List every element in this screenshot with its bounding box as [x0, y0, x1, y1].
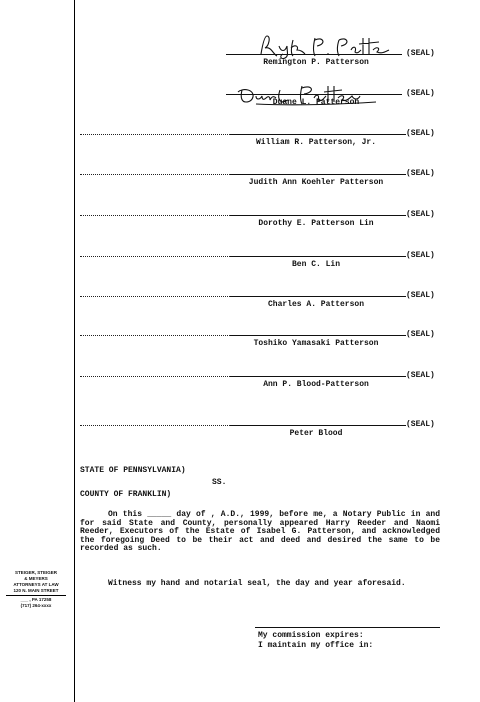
dotted-leader — [80, 335, 230, 336]
signatory-name: Remington P. Patterson — [263, 58, 369, 67]
signature-line — [230, 256, 406, 257]
seal-label: (SEAL) — [406, 89, 435, 98]
dotted-leader — [80, 215, 230, 216]
signature-line — [230, 215, 406, 216]
seal-label: (SEAL) — [406, 210, 435, 219]
signatory-name: Toshiko Yamasaki Patterson — [253, 339, 379, 348]
firm-street: 120 N. MAIN STREET — [13, 588, 59, 593]
firm-name-2: & MEYERS — [24, 576, 48, 581]
commission-expires: My commission expires: — [258, 631, 364, 640]
seal-label: (SEAL) — [406, 330, 435, 339]
firm-rule — [6, 595, 66, 596]
signature-line — [230, 296, 406, 297]
dotted-leader — [80, 296, 230, 297]
signatory-name: Charles A. Patterson — [267, 300, 364, 309]
dotted-leader — [80, 425, 230, 426]
firm-attorneys: ATTORNEYS AT LAW — [13, 582, 59, 587]
seal-label: (SEAL) — [406, 251, 435, 260]
witness-paragraph: Witness my hand and notarial seal, the day and year aforesaid. — [108, 579, 406, 588]
signatory-name: Dorothy E. Patterson Lin — [258, 219, 374, 228]
signatory-name: Duane L. Patterson — [272, 98, 360, 107]
jurat-paragraph: On this _____ day of , A.D., 1999, before me, a Notary Public in and for said State and County, personally appeared Harry Reeder and Naomi Reeder, Executors of the Estate of Isabel G. Patterson, and acknowledged the foregoing Deed to be their act and deed and desired the same to be recorded as such. — [80, 510, 440, 553]
firm-phone: (717) 264-xxxx — [20, 603, 52, 608]
signatory-name: Ann P. Blood-Patterson — [263, 380, 369, 389]
firm-name: STEIGER, STEIGER — [14, 570, 57, 575]
notary-signature-line — [255, 627, 440, 628]
law-firm-stamp — [0, 570, 72, 609]
seal-label: (SEAL) — [406, 169, 435, 178]
jurat-ss: SS. — [212, 478, 227, 487]
firm-city: ___ , PA 17258 — [20, 597, 52, 602]
signature-remington — [255, 32, 405, 60]
dotted-leader — [80, 376, 230, 377]
dotted-leader — [80, 174, 230, 175]
signature-line — [230, 425, 406, 426]
signature-line — [230, 174, 406, 175]
office-location: I maintain my office in: — [258, 641, 374, 650]
signature-line — [230, 335, 406, 336]
signature-duane — [236, 82, 386, 108]
jurat-county: COUNTY OF FRANKLIN) — [80, 490, 172, 499]
signatory-name: Ben C. Lin — [291, 260, 340, 269]
signatory-name: Judith Ann Koehler Patterson — [248, 178, 384, 187]
dotted-leader — [80, 256, 230, 257]
seal-label: (SEAL) — [406, 420, 435, 429]
seal-label: (SEAL) — [406, 129, 435, 138]
signature-line — [230, 134, 406, 135]
signatory-name: Peter Blood — [289, 429, 343, 438]
left-margin-rule — [74, 0, 75, 702]
signatory-name: William R. Patterson, Jr. — [255, 138, 377, 147]
seal-label: (SEAL) — [406, 291, 435, 300]
seal-label: (SEAL) — [406, 49, 435, 58]
dotted-leader — [80, 134, 230, 135]
seal-label: (SEAL) — [406, 371, 435, 380]
signature-line — [230, 376, 406, 377]
jurat-state: STATE OF PENNSYLVANIA) — [80, 466, 186, 475]
